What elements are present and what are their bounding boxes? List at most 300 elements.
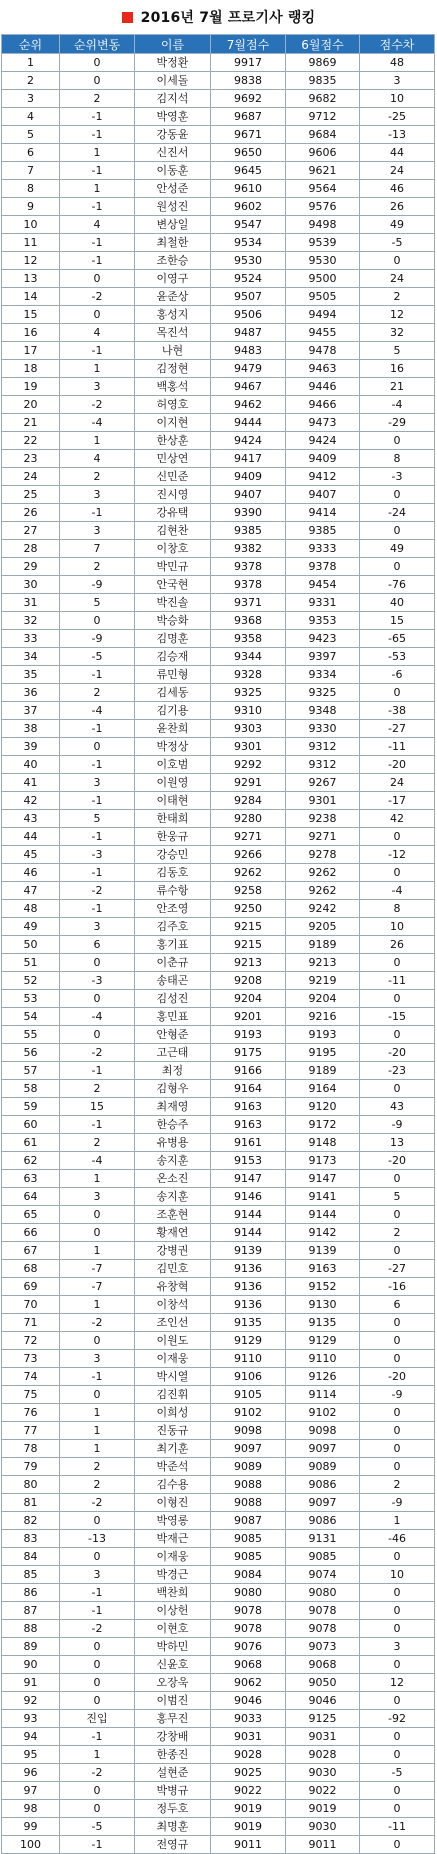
score-diff-cell: 0: [360, 1836, 435, 1854]
rank-cell: 69: [2, 1278, 60, 1296]
rank-change-cell: 3: [60, 1566, 135, 1584]
rank-cell: 56: [2, 1044, 60, 1062]
june-score-cell: 9271: [286, 828, 360, 846]
rank-cell: 95: [2, 1746, 60, 1764]
rank-cell: 87: [2, 1602, 60, 1620]
table-row: [2, 1656, 435, 1674]
score-diff-cell: 48: [360, 54, 435, 72]
name-cell: 최정: [135, 1062, 211, 1080]
rank-change-cell: 3: [60, 522, 135, 540]
table-row: [2, 1332, 435, 1350]
june-score-cell: 9348: [286, 702, 360, 720]
rank-change-cell: 4: [60, 324, 135, 342]
july-score-cell: 9136: [211, 1260, 286, 1278]
july-score-cell: 9250: [211, 900, 286, 918]
header-july-score: 7월점수: [211, 35, 286, 54]
name-cell: 송지훈: [135, 1152, 211, 1170]
table-row: [2, 1440, 435, 1458]
name-cell: 조인선: [135, 1314, 211, 1332]
table-row: [2, 666, 435, 684]
june-score-cell: 9204: [286, 990, 360, 1008]
name-cell: 진동규: [135, 1422, 211, 1440]
rank-change-cell: -1: [60, 792, 135, 810]
rank-cell: 57: [2, 1062, 60, 1080]
score-diff-cell: 0: [360, 1458, 435, 1476]
june-score-cell: 9424: [286, 432, 360, 450]
table-row: [2, 1404, 435, 1422]
june-score-cell: 9019: [286, 1800, 360, 1818]
july-score-cell: 9129: [211, 1332, 286, 1350]
july-score-cell: 9215: [211, 936, 286, 954]
rank-change-cell: 1: [60, 432, 135, 450]
june-score-cell: 9334: [286, 666, 360, 684]
june-score-cell: 9216: [286, 1008, 360, 1026]
rank-cell: 65: [2, 1206, 60, 1224]
table-row: [2, 954, 435, 972]
rank-change-cell: 1: [60, 1404, 135, 1422]
name-cell: 김세동: [135, 684, 211, 702]
table-row: [2, 360, 435, 378]
rank-change-cell: 4: [60, 216, 135, 234]
score-diff-cell: 2: [360, 1224, 435, 1242]
table-row: [2, 234, 435, 252]
score-diff-cell: -15: [360, 1008, 435, 1026]
rank-cell: 54: [2, 1008, 60, 1026]
rank-cell: 5: [2, 126, 60, 144]
score-diff-cell: 0: [360, 828, 435, 846]
score-diff-cell: -20: [360, 1044, 435, 1062]
score-diff-cell: 26: [360, 198, 435, 216]
table-row: [2, 1224, 435, 1242]
july-score-cell: 9507: [211, 288, 286, 306]
rank-cell: 48: [2, 900, 60, 918]
name-cell: 김기용: [135, 702, 211, 720]
rank-change-cell: -7: [60, 1278, 135, 1296]
name-cell: 최기훈: [135, 1440, 211, 1458]
name-cell: 강병권: [135, 1242, 211, 1260]
rank-change-cell: 0: [60, 1674, 135, 1692]
rank-cell: 82: [2, 1512, 60, 1530]
name-cell: 이호범: [135, 756, 211, 774]
score-diff-cell: -92: [360, 1710, 435, 1728]
score-diff-cell: -11: [360, 972, 435, 990]
july-score-cell: 9325: [211, 684, 286, 702]
rank-cell: 8: [2, 180, 60, 198]
score-diff-cell: 0: [360, 1080, 435, 1098]
name-cell: 목진석: [135, 324, 211, 342]
rank-cell: 73: [2, 1350, 60, 1368]
header-row: [2, 35, 435, 54]
june-score-cell: 9455: [286, 324, 360, 342]
june-score-cell: 9098: [286, 1422, 360, 1440]
july-score-cell: 9135: [211, 1314, 286, 1332]
rank-cell: 92: [2, 1692, 60, 1710]
june-score-cell: 9407: [286, 486, 360, 504]
rank-change-cell: -2: [60, 1494, 135, 1512]
july-score-cell: 9105: [211, 1386, 286, 1404]
rank-cell: 94: [2, 1728, 60, 1746]
table-row: [2, 1746, 435, 1764]
rank-cell: 100: [2, 1836, 60, 1854]
july-score-cell: 9378: [211, 576, 286, 594]
rank-cell: 38: [2, 720, 60, 738]
rank-change-cell: -5: [60, 1818, 135, 1836]
name-cell: 박영훈: [135, 108, 211, 126]
rank-change-cell: 0: [60, 1512, 135, 1530]
june-score-cell: 9494: [286, 306, 360, 324]
table-row: [2, 540, 435, 558]
rank-cell: 44: [2, 828, 60, 846]
score-diff-cell: 0: [360, 558, 435, 576]
name-cell: 강승민: [135, 846, 211, 864]
table-row: [2, 756, 435, 774]
july-score-cell: 9089: [211, 1458, 286, 1476]
july-score-cell: 9917: [211, 54, 286, 72]
table-row: [2, 1800, 435, 1818]
table-row: [2, 1242, 435, 1260]
rank-cell: 78: [2, 1440, 60, 1458]
july-score-cell: 9085: [211, 1530, 286, 1548]
score-diff-cell: -38: [360, 702, 435, 720]
rank-change-cell: -1: [60, 252, 135, 270]
name-cell: 나현: [135, 342, 211, 360]
name-cell: 박승화: [135, 612, 211, 630]
score-diff-cell: 32: [360, 324, 435, 342]
july-score-cell: 9166: [211, 1062, 286, 1080]
rank-cell: 17: [2, 342, 60, 360]
july-score-cell: 9193: [211, 1026, 286, 1044]
score-diff-cell: -3: [360, 468, 435, 486]
score-diff-cell: 0: [360, 1170, 435, 1188]
score-diff-cell: -27: [360, 1260, 435, 1278]
rank-cell: 19: [2, 378, 60, 396]
rank-change-cell: -5: [60, 648, 135, 666]
table-row: [2, 792, 435, 810]
july-score-cell: 9046: [211, 1692, 286, 1710]
table-row: [2, 1476, 435, 1494]
name-cell: 이희성: [135, 1404, 211, 1422]
score-diff-cell: 0: [360, 1332, 435, 1350]
july-score-cell: 9139: [211, 1242, 286, 1260]
score-diff-cell: -5: [360, 1764, 435, 1782]
score-diff-cell: -11: [360, 1818, 435, 1836]
july-score-cell: 9371: [211, 594, 286, 612]
july-score-cell: 9838: [211, 72, 286, 90]
score-diff-cell: -4: [360, 396, 435, 414]
july-score-cell: 9524: [211, 270, 286, 288]
rank-change-cell: 3: [60, 918, 135, 936]
july-score-cell: 9424: [211, 432, 286, 450]
june-score-cell: 9333: [286, 540, 360, 558]
july-score-cell: 9262: [211, 864, 286, 882]
table-row: [2, 1188, 435, 1206]
july-score-cell: 9385: [211, 522, 286, 540]
june-score-cell: 9262: [286, 864, 360, 882]
june-score-cell: 9684: [286, 126, 360, 144]
june-score-cell: 9139: [286, 1242, 360, 1260]
rank-change-cell: 1: [60, 1440, 135, 1458]
rank-cell: 63: [2, 1170, 60, 1188]
rank-cell: 27: [2, 522, 60, 540]
name-cell: 홍무진: [135, 1710, 211, 1728]
june-score-cell: 9564: [286, 180, 360, 198]
june-score-cell: 9262: [286, 882, 360, 900]
table-row: [2, 630, 435, 648]
rank-change-cell: -2: [60, 396, 135, 414]
rank-cell: 11: [2, 234, 60, 252]
score-diff-cell: 24: [360, 162, 435, 180]
rank-change-cell: 0: [60, 270, 135, 288]
rank-cell: 13: [2, 270, 60, 288]
june-score-cell: 9312: [286, 738, 360, 756]
rank-change-cell: 0: [60, 990, 135, 1008]
rank-cell: 41: [2, 774, 60, 792]
rank-change-cell: 2: [60, 1080, 135, 1098]
rank-cell: 43: [2, 810, 60, 828]
rank-change-cell: -1: [60, 198, 135, 216]
rank-change-cell: -2: [60, 1620, 135, 1638]
table-row: [2, 1836, 435, 1854]
table-row: [2, 108, 435, 126]
july-score-cell: 9344: [211, 648, 286, 666]
july-score-cell: 9085: [211, 1548, 286, 1566]
name-cell: 강동윤: [135, 126, 211, 144]
july-score-cell: 9161: [211, 1134, 286, 1152]
rank-change-cell: -1: [60, 504, 135, 522]
rank-change-cell: -1: [60, 162, 135, 180]
rank-change-cell: -4: [60, 1152, 135, 1170]
table-row: [2, 162, 435, 180]
july-score-cell: 9136: [211, 1278, 286, 1296]
rank-change-cell: -1: [60, 1836, 135, 1854]
july-score-cell: 9292: [211, 756, 286, 774]
score-diff-cell: 5: [360, 342, 435, 360]
score-diff-cell: -9: [360, 1116, 435, 1134]
table-row: [2, 1008, 435, 1026]
score-diff-cell: 21: [360, 378, 435, 396]
score-diff-cell: 8: [360, 900, 435, 918]
june-score-cell: 9712: [286, 108, 360, 126]
june-score-cell: 9148: [286, 1134, 360, 1152]
table-row: [2, 216, 435, 234]
rank-cell: 97: [2, 1782, 60, 1800]
july-score-cell: 9258: [211, 882, 286, 900]
june-score-cell: 9242: [286, 900, 360, 918]
rank-change-cell: 0: [60, 1692, 135, 1710]
rank-change-cell: 0: [60, 954, 135, 972]
score-diff-cell: 12: [360, 306, 435, 324]
june-score-cell: 9463: [286, 360, 360, 378]
name-cell: 신민준: [135, 468, 211, 486]
july-score-cell: 9487: [211, 324, 286, 342]
july-score-cell: 9078: [211, 1620, 286, 1638]
june-score-cell: 9129: [286, 1332, 360, 1350]
score-diff-cell: 0: [360, 1800, 435, 1818]
table-row: [2, 1530, 435, 1548]
rank-change-cell: 1: [60, 1296, 135, 1314]
june-score-cell: 9163: [286, 1260, 360, 1278]
header-score-diff: 점수차: [360, 35, 435, 54]
july-score-cell: 9534: [211, 234, 286, 252]
june-score-cell: 9086: [286, 1512, 360, 1530]
score-diff-cell: 0: [360, 1422, 435, 1440]
june-score-cell: 9078: [286, 1602, 360, 1620]
score-diff-cell: 0: [360, 1404, 435, 1422]
name-cell: 온소진: [135, 1170, 211, 1188]
score-diff-cell: 46: [360, 180, 435, 198]
name-cell: 박재근: [135, 1530, 211, 1548]
rank-change-cell: 0: [60, 738, 135, 756]
score-diff-cell: 0: [360, 522, 435, 540]
july-score-cell: 9208: [211, 972, 286, 990]
table-body: [2, 54, 435, 1854]
name-cell: 백찬희: [135, 1584, 211, 1602]
july-score-cell: 9080: [211, 1584, 286, 1602]
rank-change-cell: 1: [60, 1242, 135, 1260]
june-score-cell: 9385: [286, 522, 360, 540]
table-row: [2, 1602, 435, 1620]
july-score-cell: 9692: [211, 90, 286, 108]
score-diff-cell: 10: [360, 1566, 435, 1584]
rank-change-cell: 2: [60, 468, 135, 486]
name-cell: 설현준: [135, 1764, 211, 1782]
july-score-cell: 9215: [211, 918, 286, 936]
rank-change-cell: -4: [60, 414, 135, 432]
table-row: [2, 324, 435, 342]
name-cell: 김현찬: [135, 522, 211, 540]
table-row: [2, 432, 435, 450]
score-diff-cell: 0: [360, 864, 435, 882]
rank-cell: 14: [2, 288, 60, 306]
table-row: [2, 396, 435, 414]
name-cell: 박영롱: [135, 1512, 211, 1530]
june-score-cell: 9325: [286, 684, 360, 702]
july-score-cell: 9068: [211, 1656, 286, 1674]
table-row: [2, 936, 435, 954]
rank-cell: 15: [2, 306, 60, 324]
score-diff-cell: 0: [360, 954, 435, 972]
rank-change-cell: 2: [60, 90, 135, 108]
rank-cell: 76: [2, 1404, 60, 1422]
score-diff-cell: 0: [360, 684, 435, 702]
table-row: [2, 702, 435, 720]
rank-change-cell: 2: [60, 1476, 135, 1494]
rank-change-cell: 7: [60, 540, 135, 558]
name-cell: 류민형: [135, 666, 211, 684]
name-cell: 전영규: [135, 1836, 211, 1854]
rank-cell: 20: [2, 396, 60, 414]
rank-cell: 36: [2, 684, 60, 702]
score-diff-cell: 0: [360, 1602, 435, 1620]
name-cell: 최재영: [135, 1098, 211, 1116]
score-diff-cell: 1: [360, 1512, 435, 1530]
rank-change-cell: 0: [60, 1224, 135, 1242]
rank-cell: 71: [2, 1314, 60, 1332]
june-score-cell: 9219: [286, 972, 360, 990]
score-diff-cell: -9: [360, 1386, 435, 1404]
rank-change-cell: 2: [60, 1134, 135, 1152]
name-cell: 진시영: [135, 486, 211, 504]
rank-cell: 51: [2, 954, 60, 972]
rank-change-cell: 0: [60, 1332, 135, 1350]
table-row: [2, 1368, 435, 1386]
rank-change-cell: 5: [60, 594, 135, 612]
rank-change-cell: -1: [60, 234, 135, 252]
table-row: [2, 54, 435, 72]
name-cell: 이태현: [135, 792, 211, 810]
july-score-cell: 9019: [211, 1818, 286, 1836]
ranking-table: [1, 34, 435, 1854]
june-score-cell: 9135: [286, 1314, 360, 1332]
rank-cell: 42: [2, 792, 60, 810]
page-title: 2016년 7월 프로기사 랭킹: [140, 10, 316, 26]
score-diff-cell: 40: [360, 594, 435, 612]
name-cell: 김형우: [135, 1080, 211, 1098]
table-row: [2, 342, 435, 360]
rank-change-cell: -13: [60, 1530, 135, 1548]
name-cell: 박경근: [135, 1566, 211, 1584]
table-row: [2, 144, 435, 162]
june-score-cell: 9144: [286, 1206, 360, 1224]
name-cell: 박시열: [135, 1368, 211, 1386]
table-row: [2, 1674, 435, 1692]
rank-change-cell: -4: [60, 702, 135, 720]
table-row: [2, 612, 435, 630]
rank-change-cell: 3: [60, 1188, 135, 1206]
july-score-cell: 9291: [211, 774, 286, 792]
rank-change-cell: 3: [60, 774, 135, 792]
score-diff-cell: -46: [360, 1530, 435, 1548]
table-row: [2, 594, 435, 612]
name-cell: 유창혁: [135, 1278, 211, 1296]
table-row: [2, 1116, 435, 1134]
score-diff-cell: 0: [360, 432, 435, 450]
name-cell: 박진솔: [135, 594, 211, 612]
name-cell: 원성진: [135, 198, 211, 216]
table-row: [2, 558, 435, 576]
rank-change-cell: 2: [60, 684, 135, 702]
june-score-cell: 9193: [286, 1026, 360, 1044]
rank-change-cell: -1: [60, 108, 135, 126]
june-score-cell: 9164: [286, 1080, 360, 1098]
july-score-cell: 9033: [211, 1710, 286, 1728]
name-cell: 박병규: [135, 1782, 211, 1800]
july-score-cell: 9303: [211, 720, 286, 738]
table-row: [2, 378, 435, 396]
june-score-cell: 9454: [286, 576, 360, 594]
july-score-cell: 9025: [211, 1764, 286, 1782]
table-row: [2, 198, 435, 216]
rank-change-cell: 0: [60, 1800, 135, 1818]
rank-change-cell: 0: [60, 1548, 135, 1566]
july-score-cell: 9147: [211, 1170, 286, 1188]
rank-cell: 37: [2, 702, 60, 720]
rank-cell: 59: [2, 1098, 60, 1116]
name-cell: 윤준상: [135, 288, 211, 306]
score-diff-cell: -17: [360, 792, 435, 810]
score-diff-cell: 0: [360, 1620, 435, 1638]
score-diff-cell: 8: [360, 450, 435, 468]
table-row: [2, 1494, 435, 1512]
name-cell: 민상연: [135, 450, 211, 468]
score-diff-cell: -24: [360, 504, 435, 522]
score-diff-cell: 0: [360, 1746, 435, 1764]
name-cell: 한종진: [135, 1746, 211, 1764]
rank-change-cell: 5: [60, 810, 135, 828]
score-diff-cell: -23: [360, 1062, 435, 1080]
july-score-cell: 9019: [211, 1800, 286, 1818]
july-score-cell: 9280: [211, 810, 286, 828]
